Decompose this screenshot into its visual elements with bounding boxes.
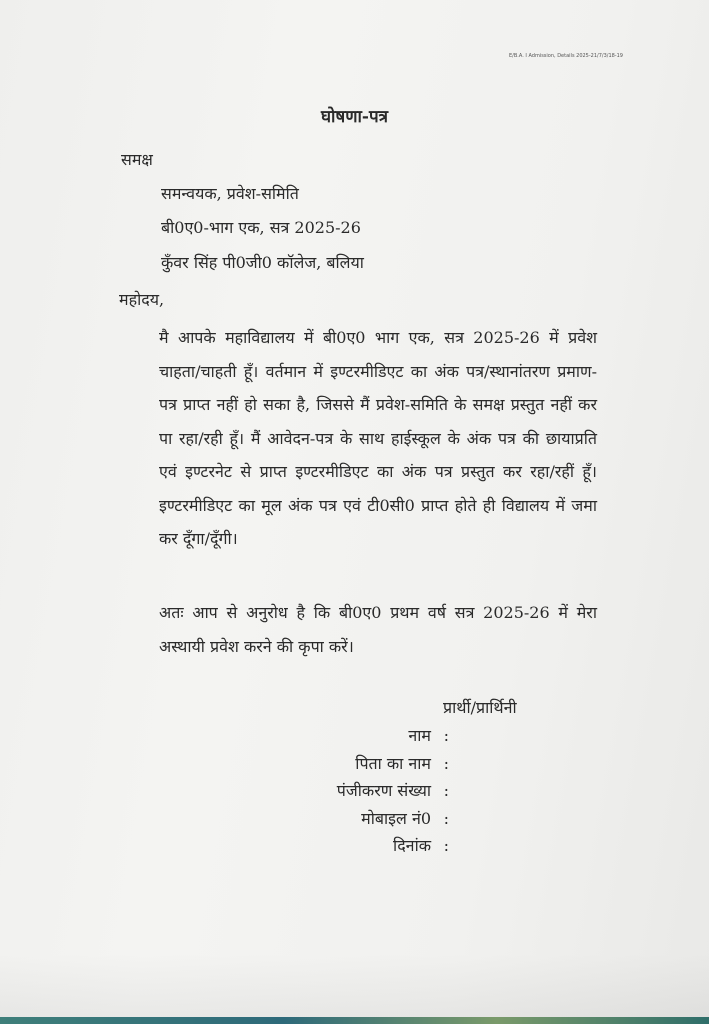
field-mobile-number-label: मोबाइल नं0	[361, 808, 431, 828]
field-date-label: दिनांक	[393, 836, 431, 855]
paper-shadow	[0, 954, 709, 1024]
addressee-to: समक्ष	[121, 150, 153, 169]
field-mobile-number	[337, 805, 449, 833]
body-paragraph-1: मै आपके महाविद्यालय में बी0ए0 भाग एक, सत्र 2025-26 में प्रवेश चाहता/चाहती हूँ। वर्तमान में इण्टरमीडिएट का अंक पत्र/स्थानांतरण प्रमाण-पत्र प्राप्त नहीं हो सका है, जिससे मैं प्रवेश-समिति के समक्ष प्रस्तुत नहीं कर पा रहा/रही हूँ। मैं आवेदन-पत्र के साथ हाईस्कूल के अंक पत्र की छायाप्रति एवं इण्टरनेट से प्राप्त इण्टरमीडिएट का अंक पत्र प्रस्तुत कर रहा/रहीं हूँ। इण्टरमीडिएट का मूल अंक पत्र एवं टी0सी0 प्राप्त होते ही विद्यालय में जमा कर दूँगा/दूँगी।	[159, 328, 597, 548]
field-father-name	[337, 750, 449, 778]
signature-fields	[337, 722, 449, 860]
document-title: घोषणा-पत्र	[320, 107, 389, 127]
field-date	[337, 832, 449, 860]
addressee-line-2: बी0ए0-भाग एक, सत्र 2025-26	[161, 218, 361, 237]
document-reference: E/B.A. I Admission, Details 2025-21/7/3/18-19	[509, 53, 623, 59]
field-father-name-colon: :	[443, 753, 449, 773]
field-registration-number-colon: :	[443, 781, 449, 800]
field-registration-number	[337, 777, 449, 805]
field-name-colon: :	[443, 726, 449, 745]
salutation: महोदय,	[119, 290, 165, 309]
surface-strip	[0, 1017, 709, 1024]
field-date-colon: :	[443, 836, 449, 855]
body-paragraph-2: अतः आप से अनुरोध है कि बी0ए0 प्रथम वर्ष सत्र 2025-26 में मेरा अस्थायी प्रवेश करने की कृपा करें।	[159, 603, 597, 656]
field-father-name-label: पिता का नाम	[355, 753, 431, 773]
signature-label: प्रार्थी/प्रार्थिनी	[443, 698, 517, 717]
field-name	[337, 722, 449, 750]
addressee-line-1: समन्वयक, प्रवेश-समिति	[161, 184, 299, 203]
addressee-line-3: कुँवर सिंह पी0जी0 कॉलेज, बलिया	[161, 253, 364, 272]
field-mobile-number-colon: :	[443, 808, 449, 828]
field-name-label: नाम	[408, 726, 431, 745]
field-registration-number-label: पंजीकरण संख्या	[336, 781, 431, 800]
